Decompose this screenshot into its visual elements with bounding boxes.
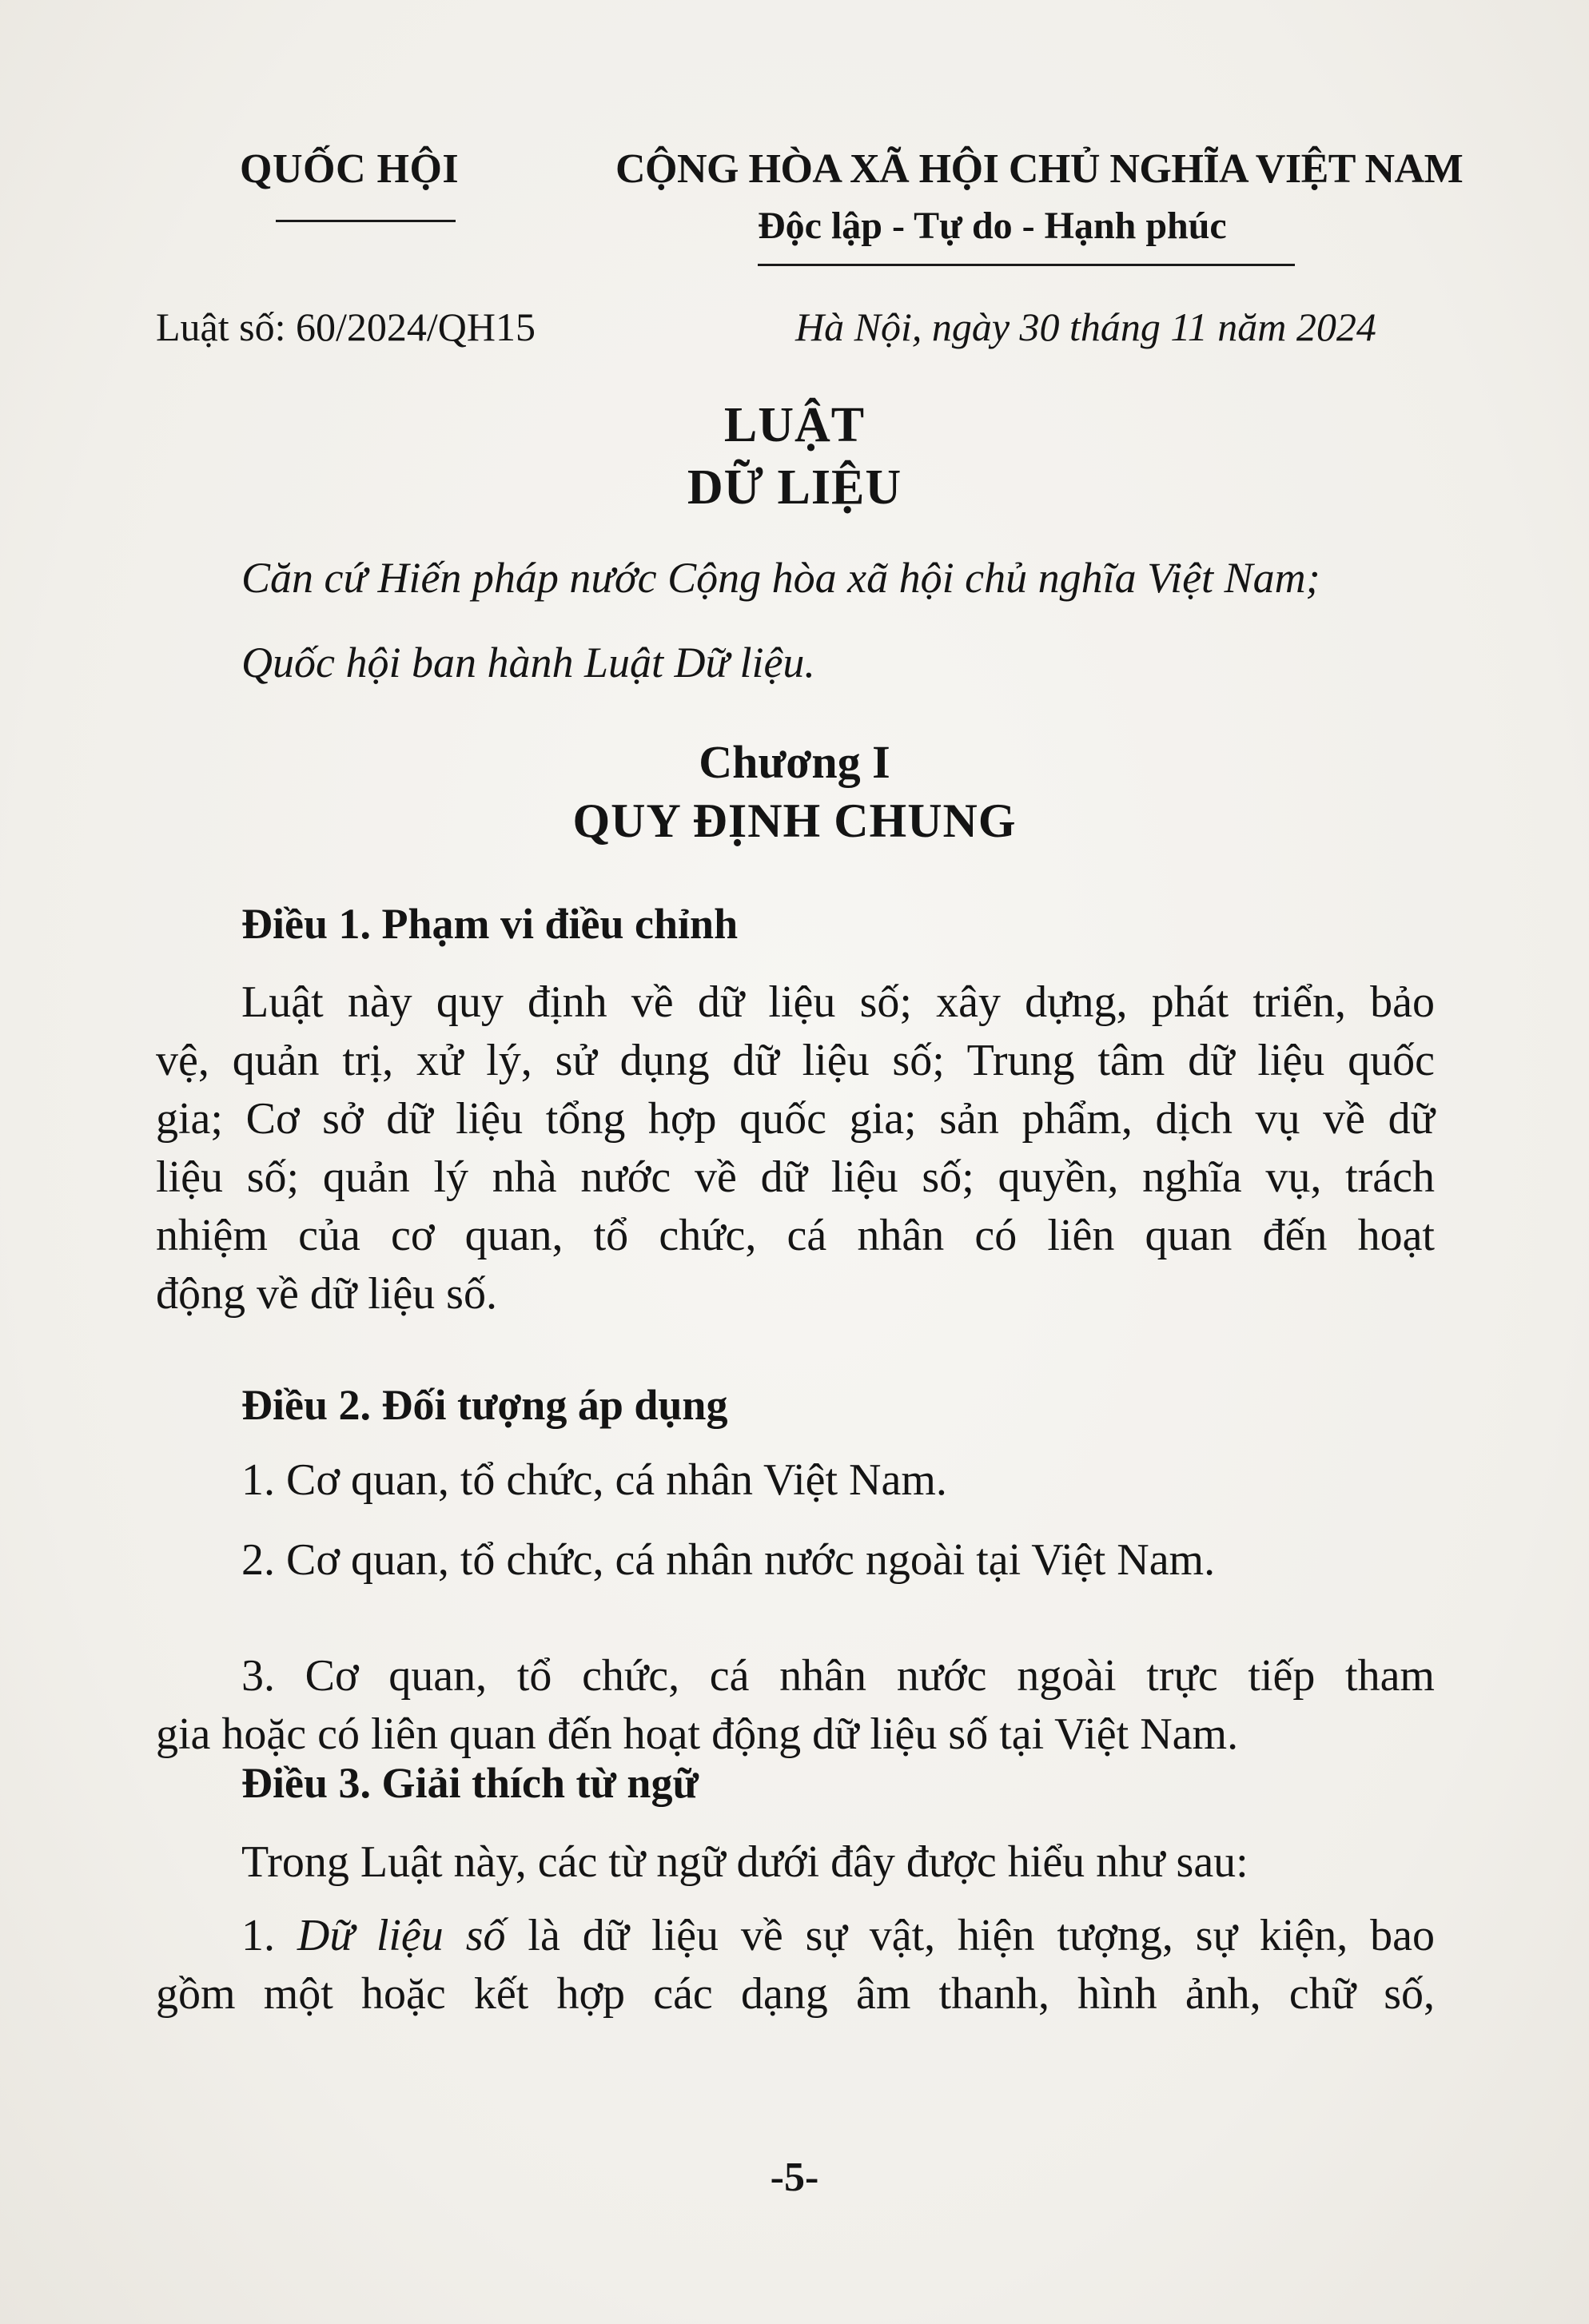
article1-body bbox=[156, 973, 1435, 1323]
article3-def1-line2: gồm một hoặc kết hợp các dạng âm thanh, hình ảnh, chữ số, bbox=[156, 1969, 1435, 2019]
national-motto: Độc lập - Tự do - Hạnh phúc bbox=[758, 205, 1227, 247]
preamble-line2: Quốc hội ban hành Luật Dữ liệu. bbox=[241, 639, 815, 686]
place-date: Hà Nội, ngày 30 tháng 11 năm 2024 bbox=[795, 304, 1376, 349]
article3-intro: Trong Luật này, các từ ngữ dưới đây được hiểu như sau: bbox=[241, 1837, 1248, 1887]
article2-item2: 2. Cơ quan, tổ chức, cá nhân nước ngoài tại Việt Nam. bbox=[241, 1535, 1216, 1585]
article1-line: vệ, quản trị, xử lý, sử dụng dữ liệu số; Trung tâm dữ liệu quốc bbox=[156, 1036, 1435, 1085]
preamble-line1: Căn cứ Hiến pháp nước Cộng hòa xã hội chủ nghĩa Việt Nam; bbox=[241, 554, 1320, 602]
document-title-line1: LUẬT bbox=[723, 398, 866, 452]
article3-def1-line1 bbox=[241, 1910, 1435, 1961]
law-number: Luật số: 60/2024/QH15 bbox=[156, 304, 536, 349]
article1-line: gia; Cơ sở dữ liệu tổng hợp quốc gia; sản phẩm, dịch vụ về dữ bbox=[156, 1094, 1435, 1144]
def1-number: 1. bbox=[241, 1911, 275, 1960]
chapter-number: Chương I bbox=[699, 736, 890, 788]
article1-line: liệu số; quản lý nhà nước về dữ liệu số; quyền, nghĩa vụ, trách bbox=[156, 1152, 1435, 1202]
article2-item3-line1: 3. Cơ quan, tổ chức, cá nhân nước ngoài trực tiếp tham bbox=[241, 1651, 1435, 1701]
document-title-line2: DỮ LIỆU bbox=[687, 460, 902, 515]
article1-line: nhiệm của cơ quan, tổ chức, cá nhân có liên quan đến hoạt bbox=[156, 1211, 1435, 1260]
article3-heading: Điều 3. Giải thích từ ngữ bbox=[241, 1759, 699, 1807]
article2-item3-line2: gia hoặc có liên quan đến hoạt động dữ liệu số tại Việt Nam. bbox=[156, 1709, 1239, 1759]
def1-rest: là dữ liệu về sự vật, hiện tượng, sự kiện, bao bbox=[528, 1911, 1436, 1960]
issuer-heading: QUỐC HỘI bbox=[240, 146, 460, 192]
issuer-underline bbox=[276, 220, 456, 222]
article1-line: động về dữ liệu số. bbox=[156, 1269, 497, 1319]
country-heading: CỘNG HÒA XÃ HỘI CHỦ NGHĨA VIỆT NAM bbox=[615, 146, 1464, 192]
motto-underline bbox=[758, 264, 1295, 266]
def1-term: Dữ liệu số bbox=[297, 1911, 506, 1960]
article2-item1: 1. Cơ quan, tổ chức, cá nhân Việt Nam. bbox=[241, 1455, 947, 1505]
chapter-title: QUY ĐỊNH CHUNG bbox=[572, 794, 1017, 847]
page-number: -5- bbox=[770, 2155, 819, 2200]
article1-heading: Điều 1. Phạm vi điều chỉnh bbox=[241, 900, 739, 948]
article1-line: Luật này quy định về dữ liệu số; xây dựng, phát triển, bảo bbox=[241, 977, 1435, 1027]
article2-heading: Điều 2. Đối tượng áp dụng bbox=[241, 1381, 728, 1429]
